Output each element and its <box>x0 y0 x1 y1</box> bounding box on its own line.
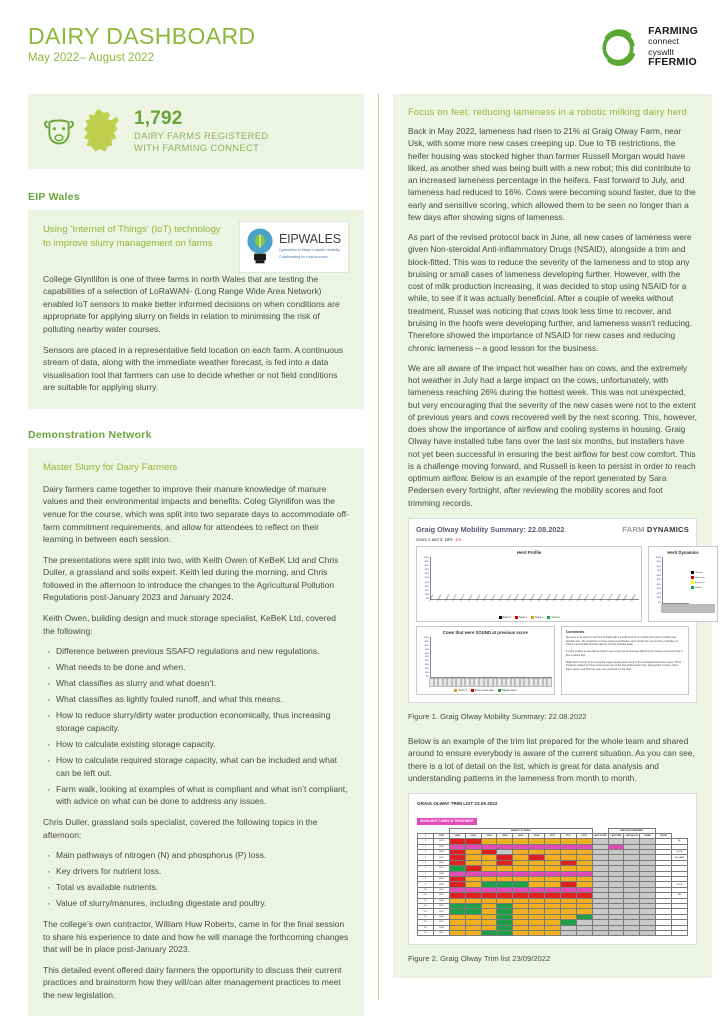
table-cell-score <box>592 930 608 935</box>
y-tick-label: 10% <box>424 671 429 674</box>
y-tick-label: 40% <box>424 581 429 584</box>
table-cell-cow-id: 1308 <box>433 844 449 849</box>
farm-dynamics-bold: DYNAMICS <box>646 524 689 534</box>
farming-connect-logo <box>595 22 698 70</box>
plot-area <box>430 637 552 678</box>
y-tick-label: 50% <box>656 579 662 582</box>
list-item: · Farm walk, looking at examples of what is compliant and what isn’t compliant, with advice on what can be done to address any issues. <box>56 783 349 808</box>
y-tick-label: 50% <box>424 656 429 659</box>
lightbulb-leaf-icon <box>245 227 275 267</box>
x-tick-label: 08/12/21 <box>483 594 489 602</box>
y-tick-label: 20% <box>424 668 429 671</box>
x-tick-label: 16/02/22 <box>522 594 528 602</box>
y-tick-label: 70% <box>424 569 429 572</box>
figure-1-caption: Figure 1. Graig Olway Mobility Summary: 22.08.2022 <box>408 711 587 721</box>
table-header-cell: 01/12 <box>576 833 592 838</box>
table-header-cell: COW <box>433 833 449 838</box>
table-cell-index: 10 <box>418 887 434 892</box>
x-tick-label: 30/03/22 <box>545 594 552 602</box>
list-item: · How to calculate existing storage capacity. <box>56 738 349 751</box>
swirl-logo-icon <box>595 24 641 70</box>
legend-swatch <box>691 581 694 584</box>
list-item: · Main pathways of nitrogen (N) and phosphorus (P) loss. <box>56 849 349 862</box>
y-tick-label: 90% <box>656 561 662 564</box>
stat-text-block <box>134 108 268 155</box>
table-cell-index: 3 <box>418 850 434 855</box>
legend-swatch <box>471 689 474 692</box>
table-cell-cow-id: 1333 <box>433 904 449 909</box>
plot-area <box>662 557 689 604</box>
table-cell-index: 11 <box>418 893 434 898</box>
x-axis-tick-boxes <box>661 604 715 613</box>
table-cell-note: WL LAME <box>672 855 688 860</box>
brand-line-ffermio: FFERMIO <box>648 56 697 69</box>
x-tick-label: 24/11/21 <box>475 594 481 602</box>
right-paragraph: Back in May 2022, lameness had risen to 21% at Graig Olway Farm, near Usk, with some more new cases creeping up. Due to TB restrictions, the heifer housing was stocked higher than farmer Russell Morgan would have liked, as another shed was being built with a new robot; this did contribute to an increased lameness percentage in the heifers. Fast forward to July, and lameness had reduced to 16%. Cows were becoming sound faster, due to the early and sensitive scoring, which allowed them to be seen no longer than a few days after showing signs of lameness. <box>408 126 696 222</box>
chart-title: Cows that were SOUND at previous score <box>442 629 528 635</box>
y-tick-label: 40% <box>424 660 429 663</box>
chart-title: Herd Dynamics <box>667 549 699 555</box>
table-cell-index: 9 <box>418 882 434 887</box>
table-cell-cow-id: 1421 <box>433 839 449 844</box>
demo-bullet-list-chris <box>43 849 349 910</box>
table-cell-cow-id: 1479 <box>433 909 449 914</box>
y-tick-label: 60% <box>424 652 429 655</box>
table-group-header-cell: MOBILITY SCORING <box>449 828 592 833</box>
y-tick-label: 10% <box>424 593 429 596</box>
x-tick-label: 27/10/21 <box>460 594 466 602</box>
table-cell-cow-id: 1425 <box>433 930 449 935</box>
table-cell-index: 14 <box>418 909 434 914</box>
table-cell-score <box>529 930 545 935</box>
table-header-cell: LAST TRIM <box>608 833 624 838</box>
table-cell-index: 12 <box>418 898 434 903</box>
section-heading-eip-wales: EIP Wales <box>28 190 80 203</box>
y-tick-label: 70% <box>424 648 429 651</box>
brand-line-farming: FARMING <box>648 24 698 37</box>
y-axis-labels <box>419 557 430 600</box>
x-tick-box <box>713 604 715 613</box>
y-tick-label: 50% <box>424 577 429 580</box>
table-cell-cow-id: 1502 <box>433 855 449 860</box>
table-cell-index: 1 <box>418 839 434 844</box>
chart-title: Herd Profile <box>516 549 542 555</box>
table-cell-cow-id: 1520 <box>433 898 449 903</box>
panel-eip-wales <box>28 210 364 409</box>
y-tick-label: 20% <box>424 589 429 592</box>
x-tick-label: 17/08/22 <box>623 594 629 602</box>
list-item: · How to reduce slurry/dirty water production economically, thus increasing storage capacity. <box>56 709 349 734</box>
eip-paragraph: Sensors are placed in a representative field location on each farm. A continuous stream of data, along with the immediate weather forecast, is fed into a data visualisation tool that farmers can use to decide whether or not field conditions are suitable for applying slurry. <box>43 344 344 393</box>
figure-2-caption: Figure 2. Graig Olway Trim list 23/09/2022 <box>408 954 551 964</box>
y-tick-label: 80% <box>424 644 429 647</box>
eip-paragraph: College Glynllifon is one of three farms in north Wales that are testing the capabilities of a selection of LoRaWAN- (Long Range Wide Area Network) enabled IoT sensors to make better informed decisions on when conditions are appropriate for applying slurry on fields in relation to minimising the risk of polluting nearby water courses. <box>43 273 340 335</box>
legend-entry: Score 0 <box>547 616 559 619</box>
y-axis-labels <box>419 637 430 678</box>
eip-header-row <box>43 223 349 273</box>
table-header-cell: NOTES <box>656 833 672 838</box>
table-cell-score <box>497 930 513 935</box>
legend-entry: Score 2 <box>515 616 527 619</box>
comment-paragraph: It’s also positive to see that we haven’t seen a big rise in lameness following the season scores (scoring 3 plus 4 weeks ago. <box>565 650 683 657</box>
table-cell-index: 2 <box>418 844 434 849</box>
table-header-cell: 18/08 <box>449 833 465 838</box>
y-tick-label: 80% <box>424 565 429 568</box>
brand-line-connect: connect <box>648 35 679 46</box>
chart-legend <box>419 689 552 692</box>
farm-dynamics-light: FARM <box>622 524 645 534</box>
legend-swatch <box>454 689 457 692</box>
legend-entry: Score 3 <box>454 689 466 692</box>
report-comments-card <box>561 626 689 695</box>
x-tick-label: 22/12/21 <box>491 594 497 602</box>
table-cell-index: 13 <box>418 904 434 909</box>
table-cell-score <box>449 930 465 935</box>
table-header-cell: 06/10 <box>513 833 529 838</box>
y-tick-label: 10% <box>656 597 662 600</box>
chart-legend <box>419 616 639 619</box>
demo-panel-title: Master Slurry for Dairy Farmers <box>43 461 178 473</box>
legend-entry: Chronic <box>691 571 715 574</box>
eip-wales-logo <box>239 221 349 273</box>
stat-icons <box>42 108 124 154</box>
right-paragraph: As part of the revised protocol back in June, all new cases of lameness were given Non-steroidal Anti-inflammatory Drugs (NSAID), alongside a trim and block-fitted. This was to reduce the severity of the lameness and to stop any bruising or small cases of lameness developing further. However, with the cost of milk production increasing, it was decided to stop using NSAID for a while, to see if it was actually beneficial. After a couple of weeks without treatment, Russel was noticing that cows took less time to recover, and bruising in the hoofs were developing further, and lameness wasn’t reducing. Therefore showed the importance of NSAID for new cases and reducing chronic lameness – a good lesson for the business. <box>408 232 692 353</box>
page-header <box>0 0 724 78</box>
chart-legend <box>689 557 715 604</box>
legend-swatch <box>547 616 550 619</box>
legend-swatch <box>499 616 502 619</box>
stat-caption-line1: DAIRY FARMS REGISTERED <box>134 130 269 142</box>
table-cell-cow-id: 1348 <box>433 925 449 930</box>
demo-bullet-list-keith <box>43 645 349 808</box>
chart-body <box>651 557 715 604</box>
figure-1-mobility-summary <box>408 518 705 703</box>
y-tick-label: 100% <box>655 556 662 559</box>
table-header-cell: 20/10 <box>529 833 545 838</box>
demo-paragraph: This detailed event offered dairy farmers the opportunity to discuss their current practices and brainstorm how they will/can alter management practices to meet the new legislation. <box>43 964 342 1000</box>
comment-paragraph: We seem to be back on track the fortnight with a overall scoring new whole who were a notable new infection rate. The proportion of cows staying sound/grace same shows the new and the proportion of chronic cases (black and also also do not see included again. <box>565 635 678 647</box>
table-cell-score <box>481 930 497 935</box>
eip-logo-tagline-2: Collaborating for rural success <box>279 255 328 260</box>
farm-dynamics-logo <box>622 525 689 534</box>
table-cell-cow-id: 1512 <box>433 920 449 925</box>
table-cell-note: SOLE <box>672 882 688 887</box>
wales-map-icon <box>80 108 124 154</box>
demo-paragraph: Keith Owen, building design and muck storage specialist, KeBeK Ltd, covered the following: <box>43 613 336 636</box>
table-cell-score <box>576 930 592 935</box>
right-column <box>393 94 712 1024</box>
table-cell-cow-id: 1275 <box>433 866 449 871</box>
eip-logo-name: EIPWALES <box>279 231 341 246</box>
legend-swatch <box>498 689 501 692</box>
table-cell-note <box>672 930 688 935</box>
x-tick-label: 19/01/22 <box>506 594 513 602</box>
y-tick-label: 30% <box>656 588 662 591</box>
y-axis-labels <box>651 557 662 604</box>
x-tick-label: 05/01/22 <box>498 594 505 602</box>
legend-entry: Score 2 new case <box>471 689 494 692</box>
x-tick-label: 22/06/22 <box>592 594 598 602</box>
x-tick-label: 15/09/21 <box>436 594 443 602</box>
demo-paragraph-chris: Chris Duller, grassland soils specialist, covered the following topics in the afternoon: <box>43 817 318 840</box>
demo-paragraph: Dairy farmers came together to improve their manure knowledge of manure values and their environmental impacts and benefits. Coleg Glynllifon was the venue for the course, which was split into two separate days to accommodate off-farm commitment requirements, and allow for attendees to reflect on their learning in between each session. <box>43 483 349 545</box>
table-cell-index: 17 <box>418 925 434 930</box>
stat-panel-dairy-farms <box>28 94 364 169</box>
x-tick-label: 11/05/22 <box>569 594 575 602</box>
table-header-cell: LAST SCORE <box>593 835 607 838</box>
y-tick-label: 100% <box>423 636 429 639</box>
table-cell-score <box>624 930 640 935</box>
legend-swatch <box>515 616 518 619</box>
chart-cows-sound-previous <box>416 626 555 695</box>
eip-logo-text <box>279 233 341 261</box>
report-title: Graig Olway Mobility Summary: 22.08.2022 <box>416 524 565 534</box>
column-divider <box>378 94 379 1000</box>
x-tick-label: 13/04/22 <box>553 594 559 602</box>
table-cell-note: BL <box>672 839 688 844</box>
table-cell-cow-id: 1443 <box>433 877 449 882</box>
figure-2-trim-list <box>408 793 697 945</box>
table-cell-score <box>465 930 481 935</box>
y-tick-label: 70% <box>656 570 662 573</box>
trim-table-head <box>418 828 688 839</box>
y-tick-label: 80% <box>656 565 662 568</box>
right-panel-title: Focus on feet: reducing lameness in a robotic milking dairy herd <box>408 107 688 117</box>
report-score-line <box>416 537 689 542</box>
y-tick-label: 40% <box>656 583 662 586</box>
table-header-cell: LAST BLOCK <box>625 835 639 838</box>
brand-line-cyswllt: cyswllt <box>648 47 675 58</box>
stat-caption <box>134 130 268 154</box>
report-score-label: Score 2 and 3: 18% <box>416 536 453 542</box>
x-tick-label: 13/10/21 <box>452 594 458 602</box>
table-cell-cow-id: 1466 <box>433 850 449 855</box>
table-cell-score <box>513 930 529 935</box>
trim-list-table <box>417 828 688 937</box>
legend-entry: Sound <box>691 586 715 589</box>
x-tick-label: 25/05/22 <box>576 594 583 602</box>
x-tick-label: 10/11/21 <box>467 594 474 602</box>
header-title-block <box>28 22 256 64</box>
charts-row-top <box>416 546 705 622</box>
x-tick-label: 20/07/22 <box>607 594 614 602</box>
table-cell-index: 4 <box>418 855 434 860</box>
list-item: · Total vs available nutrients. <box>56 881 349 894</box>
x-tick-label: 29/09/21 <box>444 594 451 602</box>
cow-head-icon <box>42 114 76 148</box>
table-header-cell: 22/09 <box>497 833 513 838</box>
x-tick-label: 01/09/21 <box>429 594 435 602</box>
table-header-cell: 01/09 <box>465 833 481 838</box>
table-cell-index: 5 <box>418 860 434 865</box>
chart-body <box>419 557 639 600</box>
table-cell-cow-id: 1390 <box>433 860 449 865</box>
y-tick-label: 60% <box>424 573 429 576</box>
x-tick-label: 16/03/22 <box>537 594 544 602</box>
y-tick-label: 90% <box>424 561 429 564</box>
comments-title: Comments <box>565 629 585 634</box>
table-cell-score <box>656 930 672 935</box>
chart-herd-profile <box>416 546 642 622</box>
eip-logo-tagline-1: Cydweithio er Mwyn Llwyddo Gwledig <box>279 248 340 253</box>
y-tick-label: 0% <box>425 675 429 678</box>
eip-panel-title: Using ‘Internet of Things’ (IoT) technology to improve slurry management on farms <box>43 223 221 249</box>
brand-wordmark <box>648 26 698 69</box>
y-tick-label: 30% <box>424 585 429 588</box>
table-cell-index: 16 <box>418 920 434 925</box>
x-tick-label: 06/07/22 <box>600 594 606 602</box>
trim-list-banner: HIGHLIGHT CASES IN TREATMENT <box>417 818 477 825</box>
x-tick-box <box>547 678 552 687</box>
table-header-cell: 15/09 <box>481 833 497 838</box>
table-cell-note: SOLE <box>672 850 688 855</box>
x-tick-label: 22/08/22 <box>631 594 637 602</box>
right-paragraph-between: Below is an example of the trim list prepared for the whole team and shared around to ensure everybody is aware of the current situation. As you can see, there is a lot of detail on the list, which is great for data analysis and understanding patterns in the lameness from month to month. <box>408 735 695 783</box>
stat-number: 1,792 <box>134 108 183 129</box>
list-item: · Key drivers for nutrient loss. <box>56 865 349 878</box>
report-header <box>416 525 689 534</box>
list-item: · How to calculate required storage capacity, what can be included and what can be left out. <box>56 754 349 779</box>
demo-paragraph: The college’s own contractor, William Huw Roberts, came in for the final session to share his experience to date and how he will manage the forthcoming changes that will be in place post-January 2023. <box>43 919 349 955</box>
table-cell-score <box>560 930 576 935</box>
chart-body <box>419 637 552 678</box>
list-item: · What needs to be done and when. <box>56 661 349 674</box>
table-cell-score <box>640 930 656 935</box>
x-axis-labels <box>429 594 639 614</box>
trim-table-body <box>418 839 688 936</box>
table-cell-index: 6 <box>418 866 434 871</box>
table-cell-index: 7 <box>418 871 434 876</box>
section-heading-demonstration-network: Demonstration Network <box>28 428 152 441</box>
table-cell-cow-id: 1401 <box>433 887 449 892</box>
list-item: · Value of slurry/manures, including digestate and poultry. <box>56 897 349 910</box>
left-column <box>28 94 364 1024</box>
legend-entry: Score 3 <box>499 616 511 619</box>
report-score-delta: -1% <box>453 536 462 542</box>
content-columns <box>0 78 724 1024</box>
table-cell-cow-id: 1267 <box>433 893 449 898</box>
legend-entry: Score 1 <box>531 616 543 619</box>
table-group-header-cell: PREVIOUS TREATMENT <box>608 828 656 833</box>
page-subtitle: May 2022– August 2022 <box>28 52 155 65</box>
table-cell-note: WL <box>672 893 688 898</box>
y-tick-label: 30% <box>424 664 429 667</box>
table-header-cell: 03/11 <box>545 833 561 838</box>
x-tick-label: 27/04/22 <box>561 594 567 602</box>
table-cell-score <box>608 930 624 935</box>
table-cell-index: 18 <box>418 930 434 935</box>
y-tick-label: 20% <box>656 592 662 595</box>
y-tick-label: 100% <box>423 556 429 559</box>
trim-list-title: GRAIG OLWAY TRIM LIST 23.09.2022 <box>417 801 498 807</box>
legend-entry: Score 1-2 <box>691 581 715 584</box>
table-cell-cow-id: 1188 <box>433 871 449 876</box>
y-tick-label: 0% <box>425 597 429 600</box>
comment-paragraph: Udder Derm scores to be a ongoing stage causing quite a few of the new/repeat lameness cases. These should be treated for these lamenesses due to the trial at this stream they heal quicker in these cases. Index cases need help the main use of infection in the herd. <box>565 660 682 672</box>
demo-paragraph: The presentations were split into two, with Keith Owen of KeBeK Ltd and Chris Duller, a grassland and soils expert. Keith led during the morning, and Chris followed in the afternoon to introduce the changes to the Agricultural Pollution Regulations post-January 2023 and January 2024. <box>43 554 339 603</box>
list-item: · What classifies as lightly fouled runoff, and what this means. <box>56 693 349 706</box>
list-item: · What classifies as slurry and what doesn’t. <box>56 677 349 690</box>
legend-swatch <box>691 586 694 589</box>
list-item: · Difference between previous SSAFO regulations and new regulations. <box>56 645 349 658</box>
legend-swatch <box>691 571 694 574</box>
x-tick-label: 03/08/22 <box>615 594 622 602</box>
table-header-cell: NSAID <box>640 833 656 838</box>
table-cell-index: 15 <box>418 914 434 919</box>
table-header-cell: # <box>418 833 434 838</box>
table-row <box>418 930 688 935</box>
legend-swatch <box>691 576 694 579</box>
right-paragraph: We are all aware of the impact hot weather has on cows, and the extremely hot weather in July had a large impact on the cows, unfortunately, with lameness reaching 26% during the hottest week. This was not unexpected, but very encouraging that the severity of the new cases were not to the extent of previous years and cows recovered well by the next scoring. This, however, does show the importance of airflow and cooling systems in housing. Graig Olway have installed tube fans over the last six months, but installers have not yet been successful in ensuring the best airflow for best cow comfort. This is a challenge moving forward, and Russell is keen to persist in order to reach optimum airflow. Below is an example of the report generated by Sara Pedersen every fortnight, after reviewing the mobility scores and foot trimming records. <box>408 362 697 508</box>
table-header-cell: 17/11 <box>560 833 576 838</box>
table-cell-score <box>545 930 561 935</box>
chart-herd-dynamics <box>648 546 718 622</box>
x-tick-label: 02/03/22 <box>530 594 536 602</box>
y-tick-label: 60% <box>656 574 662 577</box>
panel-focus-on-feet <box>393 94 712 978</box>
legend-swatch <box>531 616 534 619</box>
table-cell-cow-id: 1355 <box>433 882 449 887</box>
table-cell-cow-id: 1296 <box>433 914 449 919</box>
x-axis-tick-boxes <box>429 678 552 687</box>
panel-demonstration-network <box>28 448 364 1017</box>
legend-entry: New case <box>691 576 715 579</box>
y-tick-label: 90% <box>424 640 429 643</box>
page-title: DAIRY DASHBOARD <box>28 23 256 49</box>
x-tick-label: 02/02/22 <box>514 594 520 602</box>
x-tick-label: 08/06/22 <box>584 594 590 602</box>
legend-entry: Stayed sound <box>498 689 517 692</box>
charts-row-bottom <box>416 626 689 695</box>
y-tick-label: 0% <box>657 601 662 604</box>
stat-caption-line2: WITH FARMING CONNECT <box>134 142 260 154</box>
table-cell-index: 8 <box>418 877 434 882</box>
